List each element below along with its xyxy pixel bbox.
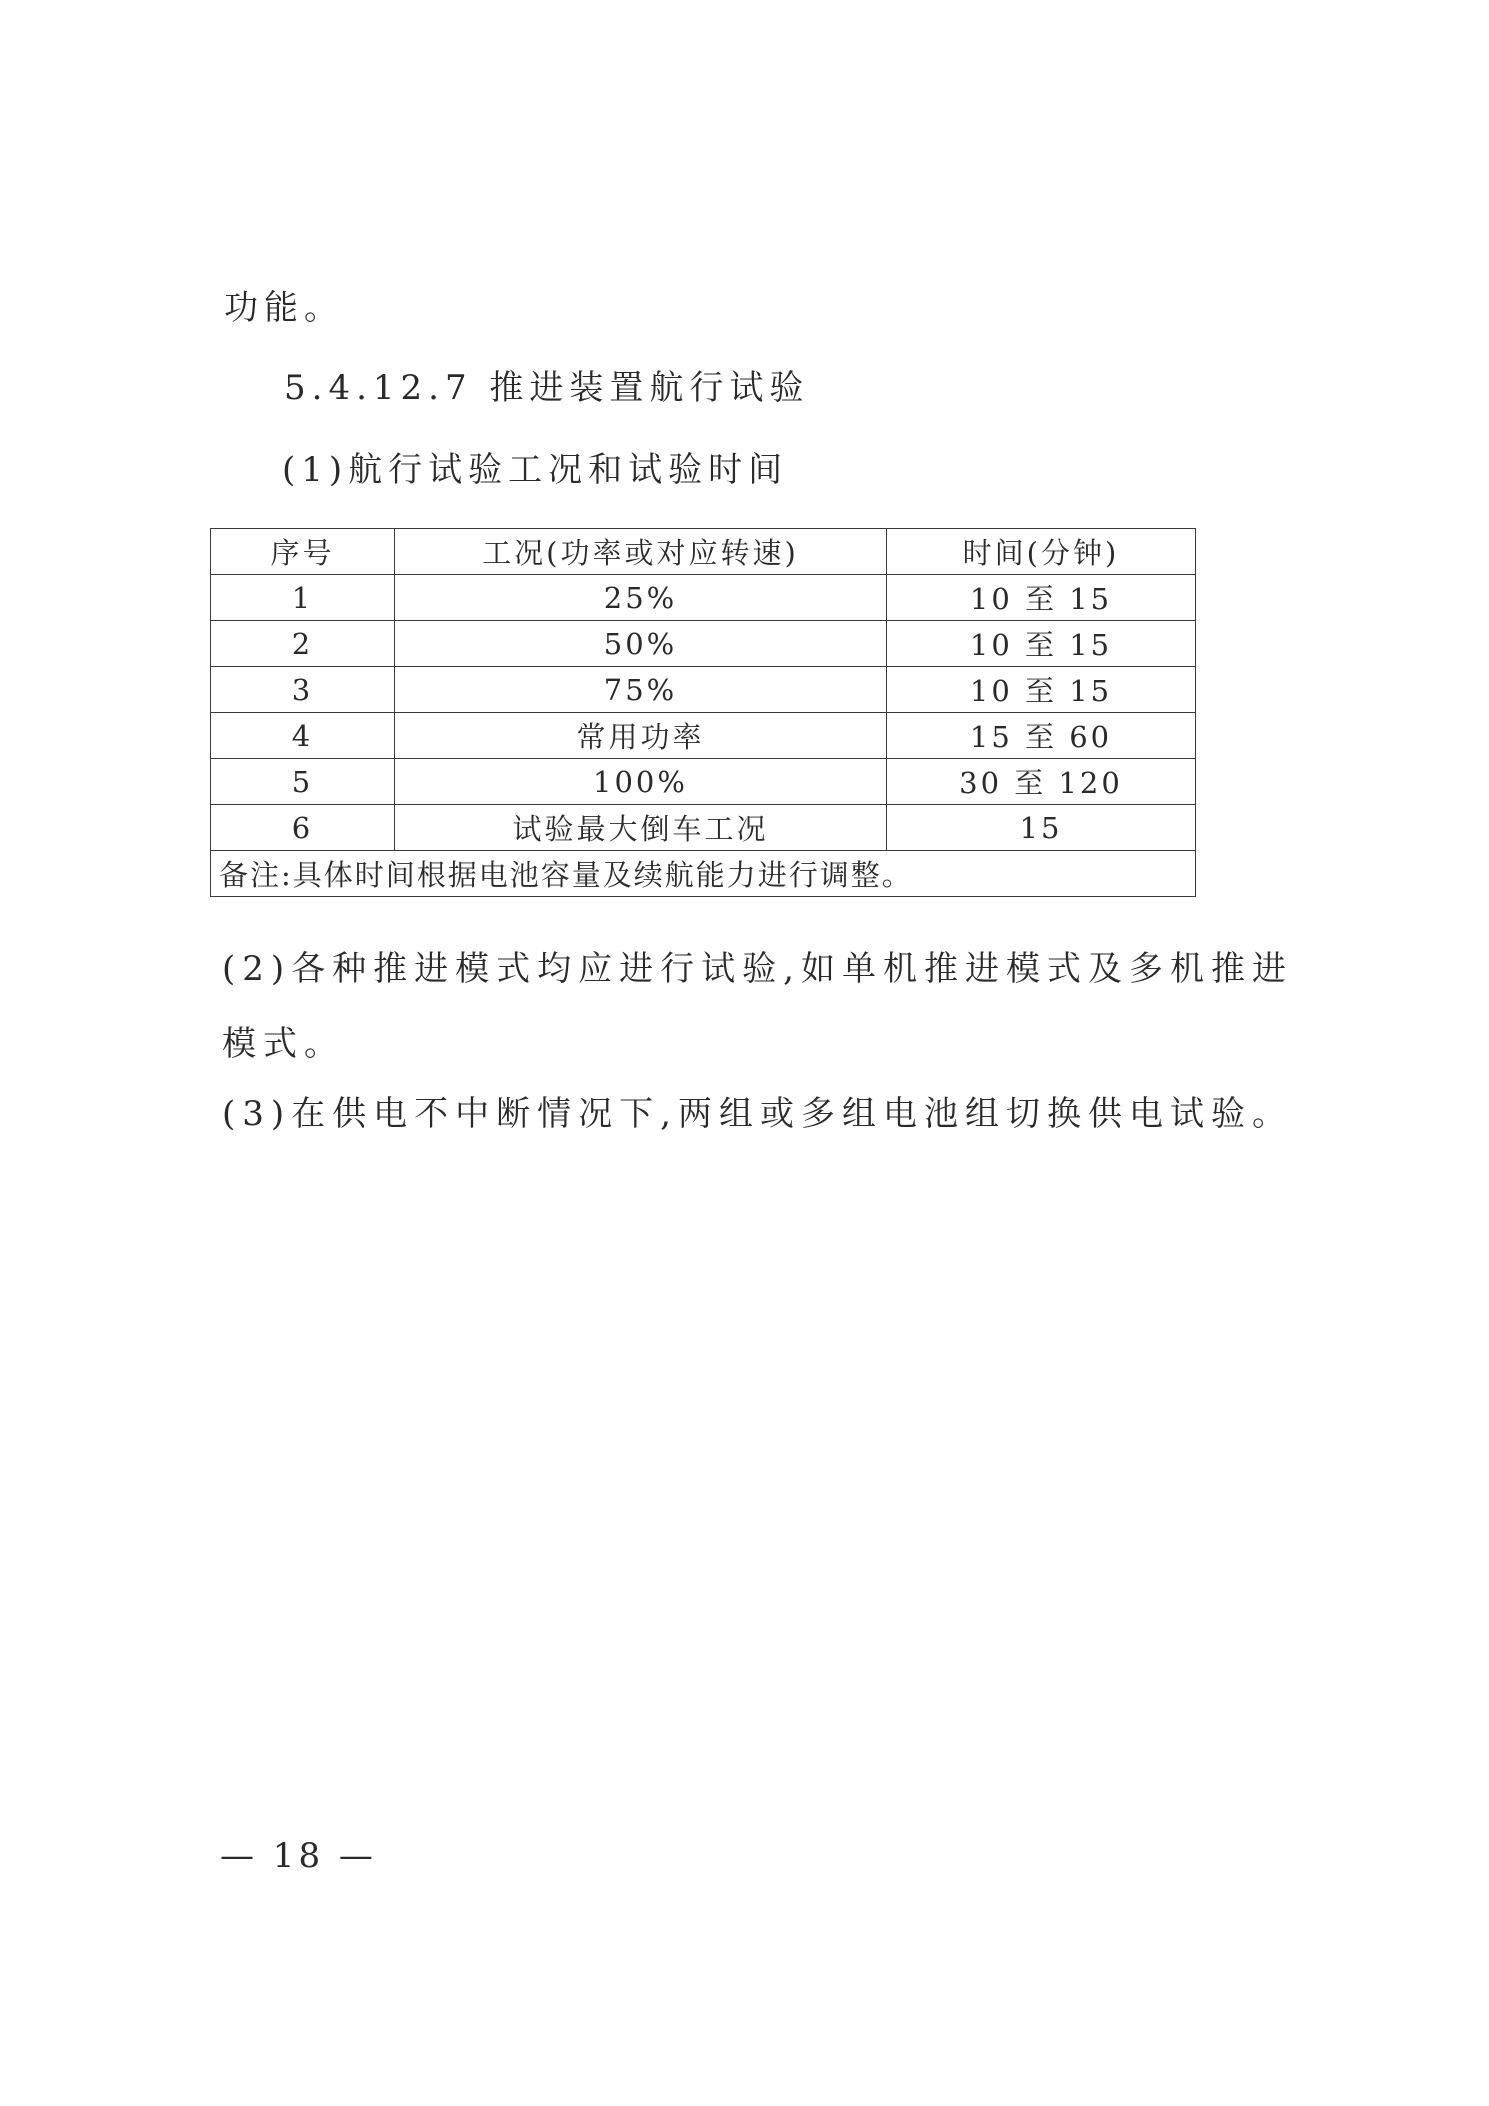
test-conditions-table — [210, 528, 1196, 897]
table-cell: 1 — [211, 575, 395, 621]
table-cell: 10 至 15 — [887, 667, 1196, 713]
table-row — [211, 575, 1196, 621]
table-cell: 试验最大倒车工况 — [395, 805, 887, 851]
table-cell: 75% — [395, 667, 887, 713]
table-row — [211, 759, 1196, 805]
table-cell: 常用功率 — [395, 713, 887, 759]
table-cell: 5 — [211, 759, 395, 805]
table-row — [211, 805, 1196, 851]
table-cell: 100% — [395, 759, 887, 805]
paragraph-fragment: 功能。 — [224, 288, 344, 328]
table-cell: 25% — [395, 575, 887, 621]
table-cell: 50% — [395, 621, 887, 667]
table-cell: 4 — [211, 713, 395, 759]
table-cell: 15 — [887, 805, 1196, 851]
paragraph-2-line-1: (2)各种推进模式均应进行试验,如单机推进模式及多机推进 — [222, 949, 1293, 989]
paragraph-2-line-2: 模式。 — [222, 1024, 345, 1064]
table-note: 备注:具体时间根据电池容量及续航能力进行调整。 — [211, 851, 1196, 897]
table-cell: 10 至 15 — [887, 575, 1196, 621]
section-heading: 5.4.12.7 推进装置航行试验 — [284, 368, 810, 408]
header-cell: 序号 — [211, 529, 395, 575]
table-cell: 15 至 60 — [887, 713, 1196, 759]
header-cell: 工况(功率或对应转速) — [395, 529, 887, 575]
subsection-title: (1)航行试验工况和试验时间 — [282, 450, 789, 490]
table-row — [211, 621, 1196, 667]
page-number: — 18 — — [220, 1836, 377, 1876]
table-cell: 30 至 120 — [887, 759, 1196, 805]
table-cell: 3 — [211, 667, 395, 713]
table-row — [211, 713, 1196, 759]
header-cell: 时间(分钟) — [887, 529, 1196, 575]
table-row — [211, 667, 1196, 713]
table-note-row — [211, 851, 1196, 897]
table-cell: 2 — [211, 621, 395, 667]
table-header-row — [211, 529, 1196, 575]
table-cell: 6 — [211, 805, 395, 851]
paragraph-3: (3)在供电不中断情况下,两组或多组电池组切换供电试验。 — [222, 1094, 1293, 1134]
table-cell: 10 至 15 — [887, 621, 1196, 667]
